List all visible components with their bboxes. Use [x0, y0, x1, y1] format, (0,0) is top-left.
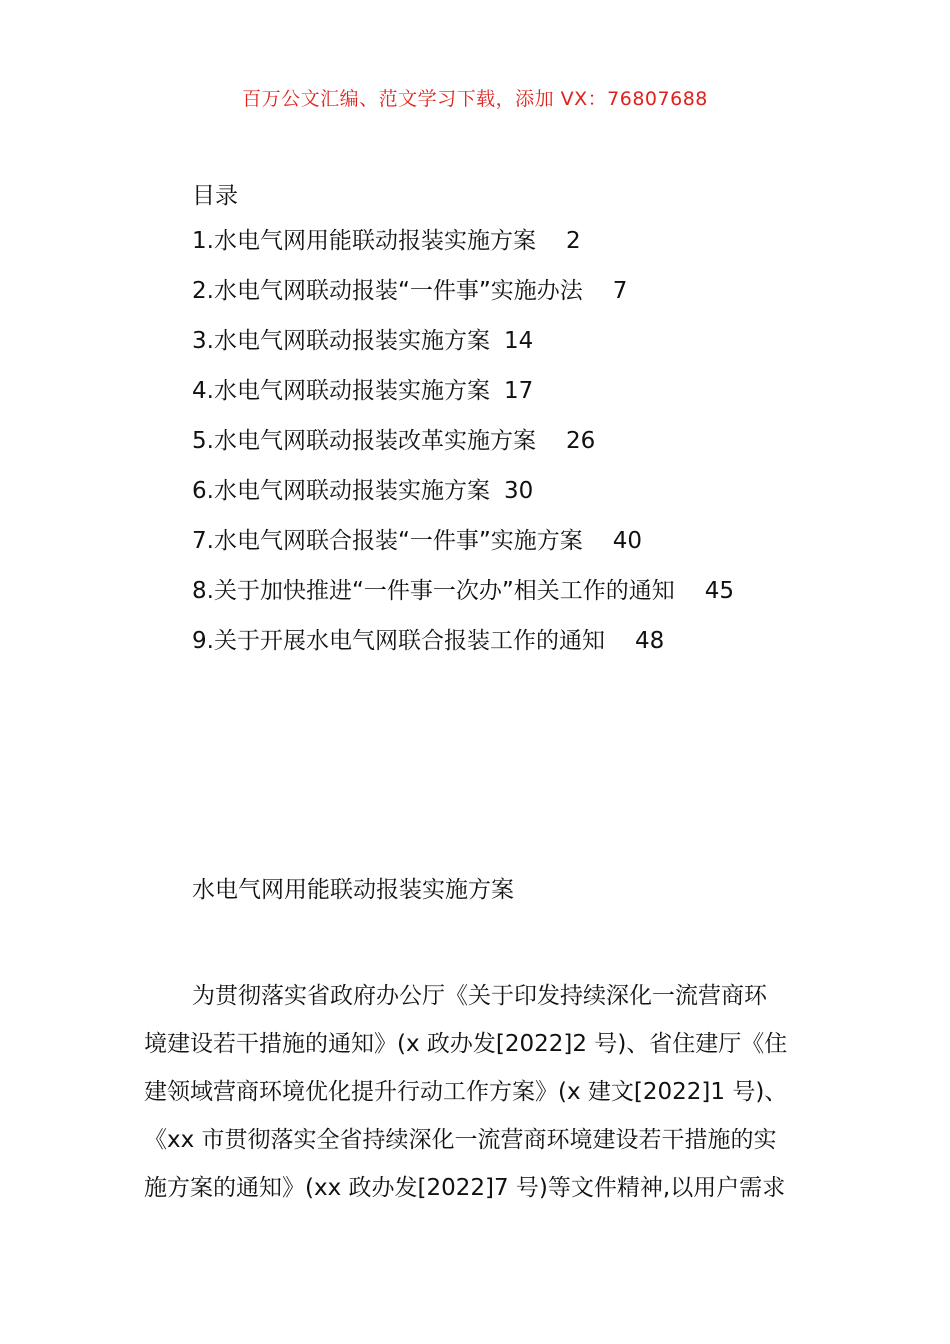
toc-item-label: 5.水电气网联动报装改革实施方案: [192, 428, 536, 454]
header-banner: 百万公文汇编、范文学习下载，添加 VX：76807688: [242, 88, 708, 110]
toc-item-page: 7: [612, 278, 628, 304]
toc-item[interactable]: [192, 566, 832, 616]
toc-item-label: 9.关于开展水电气网联合报装工作的通知: [192, 628, 605, 654]
toc-item[interactable]: [192, 266, 832, 316]
toc-item[interactable]: [192, 616, 832, 666]
toc-item-label: 7.水电气网联合报装“一件事”实施方案: [192, 528, 583, 554]
toc-item[interactable]: [192, 316, 832, 366]
toc-item[interactable]: [192, 466, 832, 516]
paragraph-line-text: 为贯彻落实省政府办公厅《关于印发持续深化一流营商环: [192, 983, 767, 1009]
toc-item-page: 26: [565, 428, 596, 454]
toc-item-page: 48: [634, 628, 665, 654]
toc-item-label: 6.水电气网联动报装实施方案: [192, 478, 490, 504]
paragraph-line: [144, 972, 808, 1020]
table-of-contents: [192, 176, 832, 666]
toc-item-page: 17: [503, 378, 534, 404]
toc-item-page: 2: [565, 228, 581, 254]
toc-item-page: 45: [704, 578, 735, 604]
toc-item-page: 14: [503, 328, 534, 354]
paragraph-line: 施方案的通知》(xx 政办发[2022]7 号)等文件精神,以用户需求: [144, 1175, 786, 1201]
toc-item[interactable]: [192, 416, 832, 466]
toc-item-label: 2.水电气网联动报装“一件事”实施办法: [192, 278, 583, 304]
paragraph-line: 建领域营商环境优化提升行动工作方案》(x 建文[2022]1 号)、: [144, 1079, 788, 1105]
toc-item-label: 1.水电气网用能联动报装实施方案: [192, 228, 536, 254]
toc-item-page: 40: [612, 528, 643, 554]
toc-item-label: 3.水电气网联动报装实施方案: [192, 328, 490, 354]
toc-item[interactable]: [192, 516, 832, 566]
paragraph-line: 《xx 市贯彻落实全省持续深化一流营商环境建设若干措施的实: [144, 1127, 777, 1153]
toc-item-label: 4.水电气网联动报装实施方案: [192, 378, 490, 404]
body-paragraph: [144, 972, 808, 1212]
paragraph-line: 境建设若干措施的通知》(x 政办发[2022]2 号)、省住建厅《住: [144, 1031, 788, 1057]
toc-item-page: 30: [503, 478, 534, 504]
toc-list: [192, 216, 832, 666]
section-title: 水电气网用能联动报装实施方案: [192, 877, 514, 903]
toc-title: 目录: [192, 183, 238, 209]
toc-item[interactable]: [192, 366, 832, 416]
toc-item[interactable]: [192, 216, 832, 266]
toc-item-label: 8.关于加快推进“一件事一次办”相关工作的通知: [192, 578, 675, 604]
